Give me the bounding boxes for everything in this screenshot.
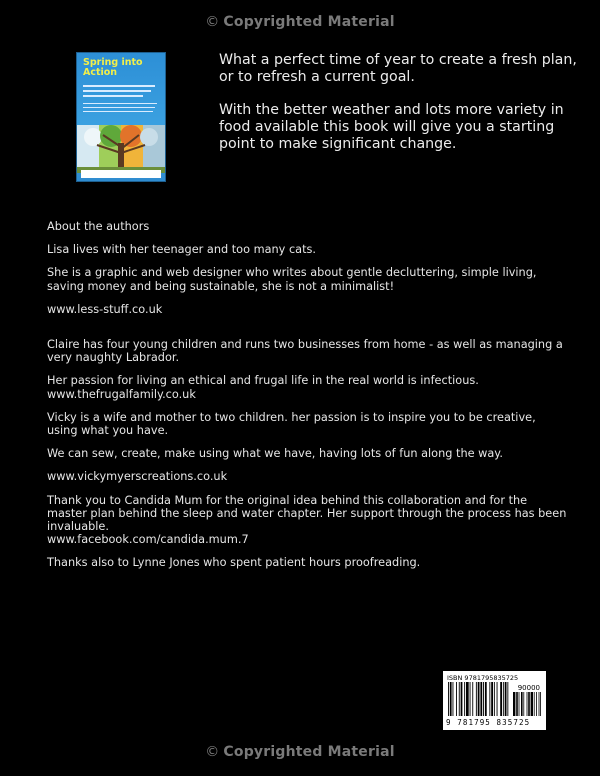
barcode-digits: 9 781795 835725 <box>446 718 531 727</box>
watermark-bottom: © Copyrighted Material <box>0 744 600 760</box>
cover-text-line <box>83 85 155 87</box>
cover-text-line <box>83 95 143 97</box>
intro-paragraph: What a perfect time of year to create a fresh plan, or to refresh a current goal. <box>219 52 577 85</box>
four-seasons-tree-icon <box>77 125 165 173</box>
price-code: 90000 <box>517 684 540 692</box>
cover-text-line <box>83 90 151 92</box>
paragraph: Her passion for living an ethical and frugal life in the real world is infectious. www.thefrugalfamily.co.uk <box>47 374 479 401</box>
watermark-top: © Copyrighted Material <box>0 14 600 30</box>
cover-text-line <box>83 103 157 104</box>
website-url: www.vickymyerscreations.co.uk <box>47 470 228 484</box>
paragraph: Lisa lives with her teenager and too many cats. <box>47 243 316 257</box>
isbn-barcode <box>443 671 546 730</box>
cover-text-line <box>83 111 153 112</box>
section-heading: About the authors <box>47 220 150 233</box>
cover-title: Spring into Action <box>83 57 143 78</box>
intro-paragraph: With the better weather and lots more variety in food available this book will give you a starting point to make significant change. <box>219 102 564 152</box>
book-cover-thumbnail <box>76 52 166 182</box>
paragraph: Thanks also to Lynne Jones who spent patient hours proofreading. <box>47 556 421 570</box>
about-authors-section <box>47 220 567 580</box>
isbn-label: ISBN 9781795835725 <box>447 674 519 682</box>
intro-text <box>219 52 579 169</box>
paragraph: Thank you to Candida Mum for the original idea behind this collaboration and for the master plan behind the sleep and water chapter. Her support through the process has been invaluable. www.facebook.com/candida.mum.7 <box>47 493 567 547</box>
cover-text-line <box>83 107 155 108</box>
paragraph: Vicky is a wife and mother to two children. her passion is to inspire you to be creative, using what you have. <box>47 410 536 438</box>
website-url: www.less-stuff.co.uk <box>47 302 163 316</box>
paragraph: We can sew, create, make using what we have, having lots of fun along the way. <box>47 447 503 461</box>
paragraph: Claire has four young children and runs two businesses from home - as well as managing a very naughty Labrador. <box>47 338 563 365</box>
cover-footer-strip <box>81 170 161 178</box>
paragraph: She is a graphic and web designer who writes about gentle decluttering, simple living, saving money and being sustainable, she is not a minimalist! <box>47 266 537 293</box>
